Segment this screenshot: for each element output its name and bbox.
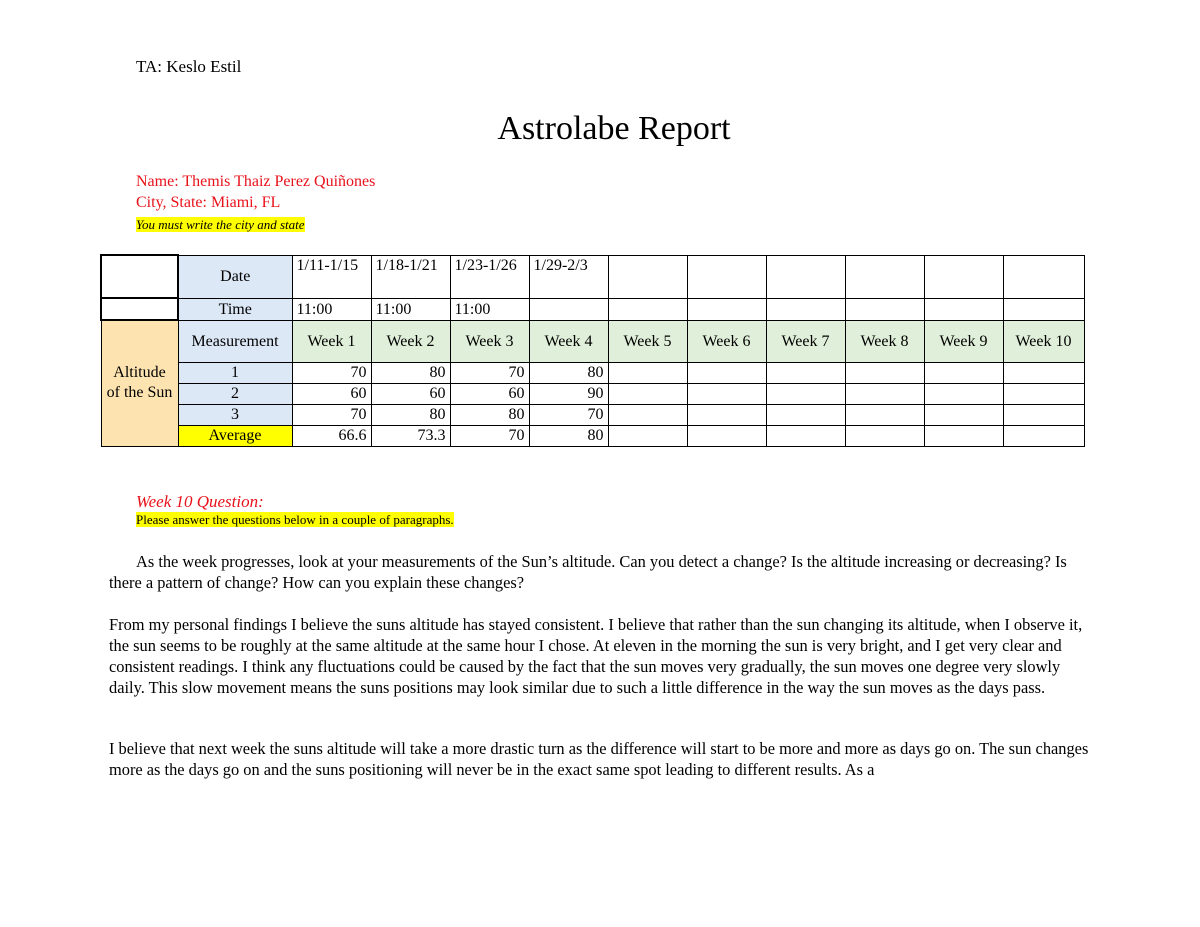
measurement-cell <box>687 362 766 383</box>
altitude-table <box>100 254 1085 447</box>
measurement-cell: 80 <box>450 404 529 425</box>
week-header: Week 9 <box>924 320 1003 362</box>
average-cell: 80 <box>529 425 608 446</box>
time-cell <box>1003 298 1084 320</box>
measurement-cell <box>1003 362 1084 383</box>
measurement-cell: 90 <box>529 383 608 404</box>
answer-paragraph-1: From my personal findings I believe the suns altitude has stayed consistent. I believe that rather than the sun changing its altitude, when I observe it, the sun seems to be roughly at the same altitude at the same hour I chose. At eleven in the morning the sun is very bright, and I get very clear and consistent readings. I think any fluctuations could be caused by the fact that the sun moves very gradually, the sun moves one degree very slowly daily. This slow movement means the suns positions may look similar due to such a little difference in the way the sun moves as the days pass. <box>109 615 1083 697</box>
time-cell <box>529 298 608 320</box>
week-header: Week 7 <box>766 320 845 362</box>
date-cell <box>924 255 1003 298</box>
average-cell: 66.6 <box>292 425 371 446</box>
city-state: City, State: Miami, FL <box>136 194 281 211</box>
measurement-row-label: 2 <box>178 383 292 404</box>
measurement-cell <box>608 362 687 383</box>
measurement-cell: 80 <box>529 362 608 383</box>
week-header: Week 2 <box>371 320 450 362</box>
measurement-cell <box>845 362 924 383</box>
measurement-cell: 60 <box>450 383 529 404</box>
question-heading: Week 10 Question: <box>136 492 264 511</box>
measurement-cell: 70 <box>529 404 608 425</box>
measurement-cell: 60 <box>292 383 371 404</box>
question-instruction: Please answer the questions below in a couple of paragraphs. <box>136 512 454 527</box>
time-cell <box>608 298 687 320</box>
measurement-cell <box>766 404 845 425</box>
average-cell: 70 <box>450 425 529 446</box>
time-cell: 11:00 <box>371 298 450 320</box>
average-cell <box>608 425 687 446</box>
average-cell: 73.3 <box>371 425 450 446</box>
date-cell <box>608 255 687 298</box>
time-cell <box>924 298 1003 320</box>
average-cell <box>924 425 1003 446</box>
measurement-cell <box>1003 383 1084 404</box>
date-cell <box>766 255 845 298</box>
measurement-label: Measurement <box>178 320 292 362</box>
measurement-cell: 70 <box>292 404 371 425</box>
average-cell <box>1003 425 1084 446</box>
average-cell <box>845 425 924 446</box>
time-label: Time <box>178 298 292 320</box>
time-cell <box>845 298 924 320</box>
blank-cell <box>101 255 178 298</box>
date-cell: 1/29-2/3 <box>529 255 608 298</box>
measurement-cell <box>608 404 687 425</box>
date-cell <box>687 255 766 298</box>
measurement-cell <box>766 383 845 404</box>
week-header: Week 1 <box>292 320 371 362</box>
measurement-cell <box>845 404 924 425</box>
ta-name: TA: Keslo Estil <box>136 57 242 76</box>
time-cell: 11:00 <box>450 298 529 320</box>
week-header: Week 10 <box>1003 320 1084 362</box>
measurement-cell <box>687 383 766 404</box>
report-title: Astrolabe Report <box>497 110 731 147</box>
time-cell <box>766 298 845 320</box>
measurement-cell <box>845 383 924 404</box>
measurement-cell: 60 <box>371 383 450 404</box>
measurement-row-label: 3 <box>178 404 292 425</box>
week-header: Week 5 <box>608 320 687 362</box>
altitude-label: Altitude of the Sun <box>101 320 178 446</box>
week-header: Week 4 <box>529 320 608 362</box>
date-label: Date <box>178 255 292 298</box>
measurement-cell: 70 <box>450 362 529 383</box>
measurement-cell <box>924 404 1003 425</box>
measurement-row-label: 1 <box>178 362 292 383</box>
measurement-cell <box>608 383 687 404</box>
time-cell: 11:00 <box>292 298 371 320</box>
measurement-cell: 80 <box>371 404 450 425</box>
week-header: Week 8 <box>845 320 924 362</box>
measurement-cell <box>687 404 766 425</box>
date-cell <box>845 255 924 298</box>
student-name: Name: Themis Thaiz Perez Quiñones <box>136 173 376 190</box>
date-cell <box>1003 255 1084 298</box>
city-state-instruction: You must write the city and state <box>136 217 305 232</box>
week-header: Week 6 <box>687 320 766 362</box>
average-label: Average <box>178 425 292 446</box>
date-cell: 1/23-1/26 <box>450 255 529 298</box>
date-cell: 1/18-1/21 <box>371 255 450 298</box>
average-cell <box>766 425 845 446</box>
measurement-cell: 70 <box>292 362 371 383</box>
time-cell <box>687 298 766 320</box>
measurement-cell <box>1003 404 1084 425</box>
average-cell <box>687 425 766 446</box>
measurement-cell <box>924 383 1003 404</box>
measurement-cell <box>924 362 1003 383</box>
question-prompt: As the week progresses, look at your measurements of the Sun’s altitude. Can you detect a change? Is the altitude increasing or decreasing? Is there a pattern of change? How can you explain these changes? <box>109 552 1067 592</box>
measurement-cell: 80 <box>371 362 450 383</box>
measurement-cell <box>766 362 845 383</box>
answer-paragraph-2: I believe that next week the suns altitude will take a more drastic turn as the difference will start to be more and more as days go on. The sun changes more as the days go on and the suns positioning will never be in the exact same spot leading to different results. As a <box>109 739 1089 779</box>
week-header: Week 3 <box>450 320 529 362</box>
date-cell: 1/11-1/15 <box>292 255 371 298</box>
blank-cell <box>101 298 178 320</box>
